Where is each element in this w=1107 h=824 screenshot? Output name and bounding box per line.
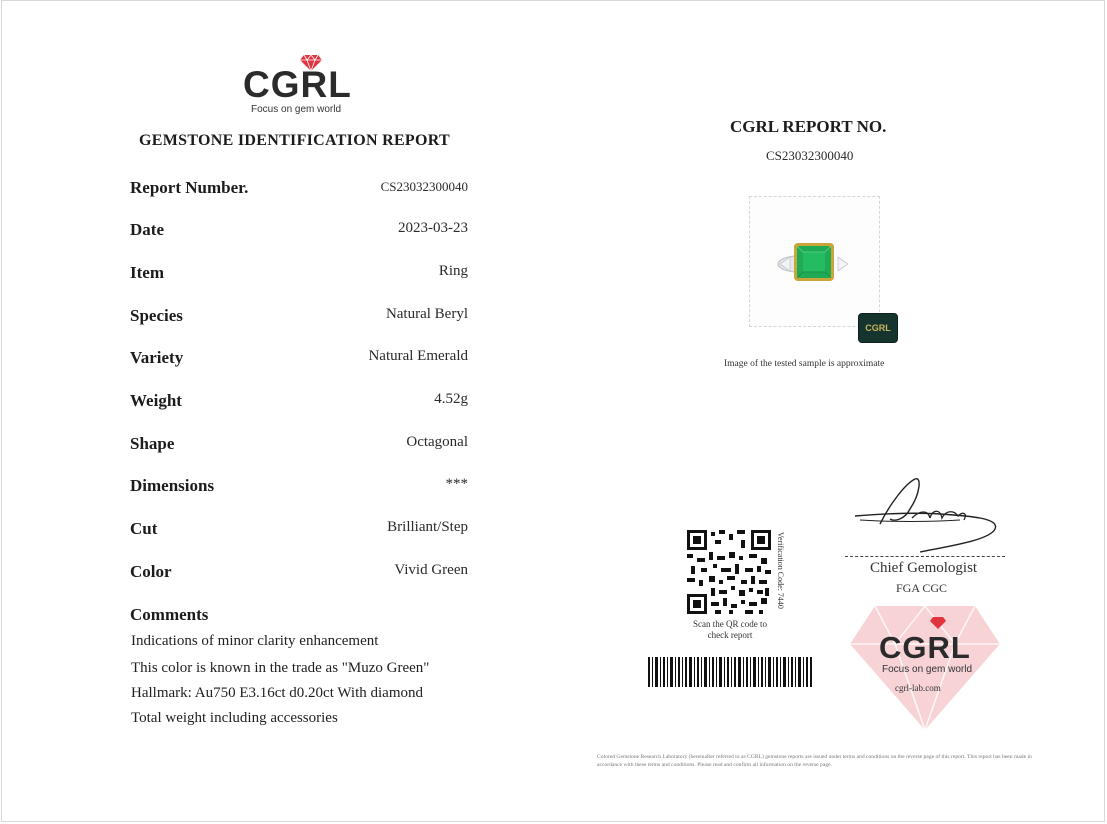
comment-line: Total weight including accessories [131,710,338,726]
comment-line: Hallmark: Au750 E3.16ct d0.20ct With diamond [131,685,423,701]
field-date [130,220,468,242]
scan-qr-text: Scan the QR code to check report [693,619,767,640]
cgrl-logo [240,52,350,118]
field-label: Variety [130,348,184,367]
field-value: Octagonal [406,434,468,450]
comments-title: Comments [130,605,209,624]
field-shape [130,434,468,456]
report-no-title: CGRL REPORT NO. [730,117,887,136]
seal-tagline: Focus on gem world [882,664,973,675]
report-no-value: CS23032300040 [766,148,854,163]
cgrl-badge: CGRL [858,313,898,343]
emerald-ring-image [750,197,879,326]
disclaimer-text: Colored Gemstone Research Laboratory (hereinafter referred to as CGRL) gemstone reports are issued under terms and conditions on the reverse page of this report. This report has been made in accordance with these terms and conditions. Please read and confirm all information on the reverse page. [597,754,1032,768]
field-dimensions [130,476,468,498]
field-label: Report Number. [130,178,249,197]
seal-wordmark: CGRL [879,630,971,665]
field-species [130,306,468,328]
comment-line: Indications of minor clarity enhancement [131,633,379,649]
field-value: 2023-03-23 [398,220,468,236]
barcode [648,657,812,687]
signer-credentials: FGA CGC [896,581,948,595]
field-value: CS23032300040 [380,179,468,194]
field-value: Ring [438,263,468,279]
field-report-number [130,178,468,200]
field-value: Vivid Green [394,562,468,578]
logo-wordmark: CGRL [243,64,352,105]
field-label: Shape [130,434,175,453]
report-title: GEMSTONE IDENTIFICATION REPORT [139,132,451,149]
field-label: Date [130,220,164,239]
comment-line: This color is known in the trade as "Muzo Green" [131,660,430,676]
field-value: 4.52g [434,391,468,407]
field-value: Brilliant/Step [387,519,468,535]
field-variety [130,348,468,370]
field-label: Species [130,306,183,325]
field-label: Dimensions [130,476,215,495]
field-label: Weight [130,391,182,410]
field-label: Color [130,562,172,581]
field-cut [130,519,468,541]
qr-code[interactable] [687,530,771,614]
field-item [130,263,468,285]
seal-url: cgrl-lab.com [895,683,941,693]
field-label: Cut [130,519,158,538]
logo-tagline: Focus on gem world [251,104,342,115]
sample-photo [749,196,880,327]
field-value: *** [445,476,468,492]
field-weight [130,391,468,413]
signature-line [845,556,1005,557]
verification-code: Verification Code: 7440 [776,532,785,609]
signature [850,474,1010,558]
field-color [130,562,468,584]
field-value: Natural Beryl [385,306,468,322]
image-caption: Image of the tested sample is approximate [724,359,885,369]
signer-title: Chief Gemologist [870,560,978,576]
field-value: Natural Emerald [368,348,468,364]
field-label: Item [130,263,164,282]
